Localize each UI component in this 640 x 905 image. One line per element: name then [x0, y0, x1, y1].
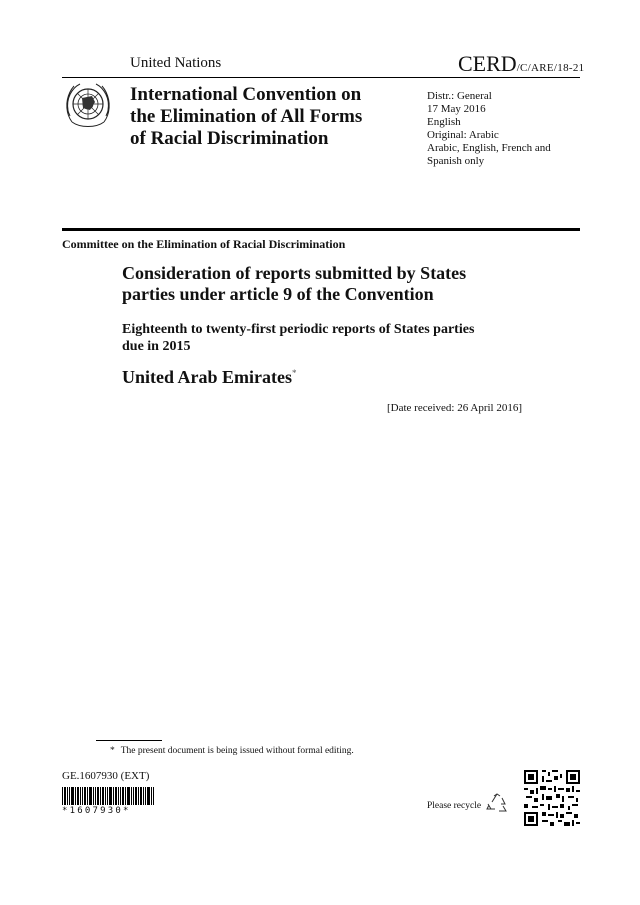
distribution-line: English [427, 116, 461, 128]
convention-line: of Racial Discrimination [130, 128, 329, 149]
subtitle-line: due in 2015 [122, 339, 191, 354]
document-subtitle [122, 321, 474, 355]
header-thick-rule [62, 228, 580, 231]
country-name: United Arab Emirates [122, 367, 292, 387]
title-line: parties under article 9 of the Convention [122, 284, 434, 304]
subtitle-line: Eighteenth to twenty-first periodic reports of States parties [122, 322, 475, 337]
symbol-main: CERD [458, 51, 517, 76]
distribution-line: Distr.: General [427, 90, 492, 102]
un-emblem-icon [62, 80, 114, 130]
distribution-line: Spanish only [427, 155, 485, 167]
qr-code-icon [524, 770, 580, 826]
barcode-icon [62, 787, 154, 805]
document-symbol [458, 51, 584, 77]
footnote [110, 746, 354, 756]
symbol-suffix: /C/ARE/18-21 [516, 62, 585, 74]
distribution-line: Arabic, English, French and [427, 142, 551, 154]
header-rule [62, 77, 580, 78]
recycle-icon [486, 793, 508, 813]
distribution-line: Original: Arabic [427, 129, 499, 141]
convention-line: the Elimination of All Forms [130, 106, 363, 127]
footnote-mark: * [110, 746, 115, 756]
footnote-rule [96, 740, 162, 741]
date-received: [Date received: 26 April 2016] [387, 402, 523, 414]
job-number: GE.1607930 (EXT) [62, 770, 150, 782]
barcode-number: *1607930* [62, 806, 131, 816]
recycle-label: Please recycle [427, 801, 482, 811]
convention-line: International Convention on [130, 84, 362, 105]
country-heading [122, 367, 297, 388]
footnote-text: The present document is being issued without formal editing. [120, 746, 354, 756]
un-name: United Nations [130, 55, 222, 71]
footnote-reference[interactable]: * [292, 368, 297, 378]
distribution-line: 17 May 2016 [427, 103, 486, 115]
convention-title [130, 84, 362, 150]
document-title [122, 263, 466, 305]
committee-name: Committee on the Elimination of Racial Discrimination [62, 237, 346, 251]
title-line: Consideration of reports submitted by States [122, 263, 467, 283]
distribution-block [427, 90, 551, 168]
